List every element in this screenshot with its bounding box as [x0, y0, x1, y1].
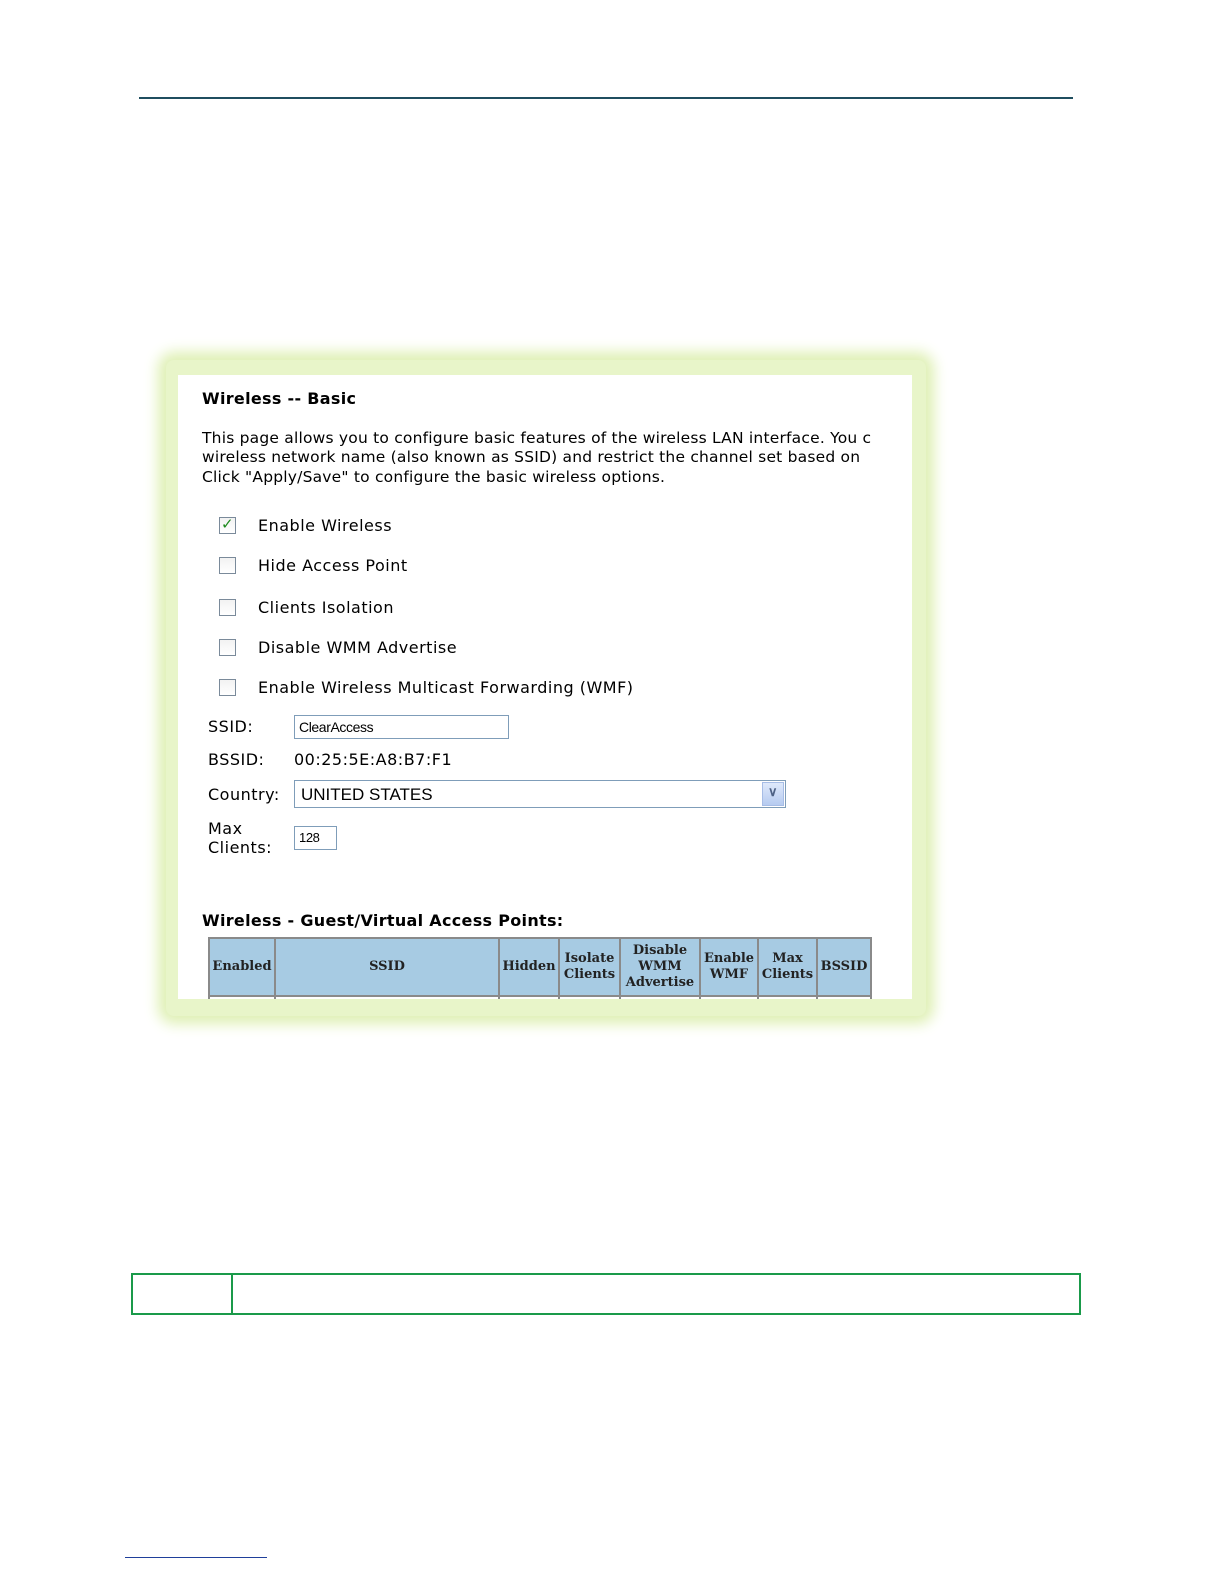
page-title: Wireless -- Basic [202, 389, 357, 408]
enable-wmf-label: Enable Wireless Multicast Forwarding (WMF) [258, 678, 634, 697]
table-row [209, 996, 871, 999]
country-select[interactable] [294, 780, 786, 808]
enable-wireless-checkbox[interactable] [219, 517, 236, 534]
description-line: This page allows you to configure basic features of the wireless LAN interface. You c [202, 429, 872, 447]
footer-rule [125, 1557, 267, 1558]
bssid-value: 00:25:5E:A8:B7:F1 [294, 750, 453, 769]
note-box-divider [231, 1275, 233, 1313]
note-box [131, 1273, 1081, 1315]
column-header-ssid: SSID [275, 938, 499, 996]
header-rule [139, 97, 1073, 99]
column-header-hidden: Hidden [499, 938, 559, 996]
country-label: Country: [208, 785, 280, 804]
ssid-label: SSID: [208, 717, 254, 736]
column-header-disable-wmm-advertise: Disable WMM Advertise [620, 938, 700, 996]
clients-isolation-checkbox[interactable] [219, 599, 236, 616]
ssid-input[interactable]: ClearAccess [294, 715, 509, 739]
bssid-label: BSSID: [208, 750, 265, 769]
disable-wmm-advertise-checkbox[interactable] [219, 639, 236, 656]
enable-wireless-label: Enable Wireless [258, 516, 393, 535]
column-header-enable-wmf: Enable WMF [700, 938, 758, 996]
dropdown-button[interactable] [762, 782, 784, 806]
disable-wmm-advertise-label: Disable WMM Advertise [258, 638, 458, 657]
checkmark-icon: ✓ [221, 515, 234, 533]
column-header-isolate-clients: Isolate Clients [559, 938, 620, 996]
column-header-max-clients: Max Clients [758, 938, 817, 996]
description-line: Click "Apply/Save" to configure the basic wireless options. [202, 468, 666, 486]
clients-isolation-label: Clients Isolation [258, 598, 394, 617]
wireless-basic-panel [178, 375, 912, 999]
max-clients-label-line2: Clients: [208, 838, 273, 857]
guest-section-title: Wireless - Guest/Virtual Access Points: [202, 911, 564, 930]
description-line: wireless network name (also known as SSID) and restrict the channel set based on [202, 448, 861, 466]
guest-access-points-table [208, 937, 872, 999]
max-clients-label-line1: Max [208, 819, 243, 838]
enable-wmf-checkbox[interactable] [219, 679, 236, 696]
max-clients-input[interactable]: 128 [294, 826, 337, 850]
hide-access-point-label: Hide Access Point [258, 556, 408, 575]
column-header-bssid: BSSID [817, 938, 871, 996]
country-selected-value: UNITED STATES [301, 785, 433, 804]
column-header-enabled: Enabled [209, 938, 275, 996]
chevron-down-icon: ∨ [768, 784, 778, 799]
hide-access-point-checkbox[interactable] [219, 557, 236, 574]
